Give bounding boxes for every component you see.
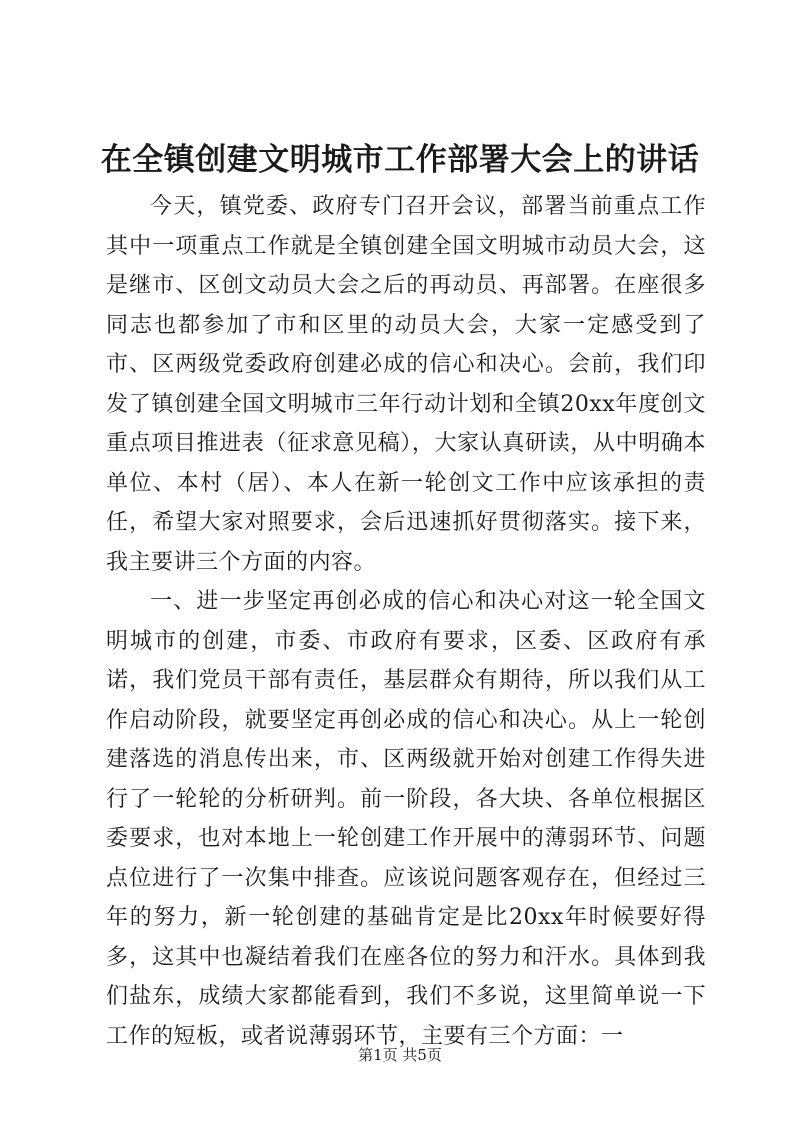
document-body xyxy=(106,187,706,1056)
paragraph-intro: 今天，镇党委、政府专门召开会议，部署当前重点工作其中一项重点工作就是全镇创建全国文明城市动员大会，这是继市、区创文动员大会之后的再动员、再部署。在座很多同志也都参加了市和区里的动员大会，大家一定感受到了市、区两级党委政府创建必成的信心和决心。会前，我们印发了镇创建全国文明城市三年行动计划和全镇20xx年度创文重点项目推进表（征求意见稿），大家认真研读，从中明确本单位、本村（居）、本人在新一轮创文工作中应该承担的责任，希望大家对照要求，会后迅速抓好贯彻落实。接下来，我主要讲三个方面的内容。 xyxy=(106,194,706,575)
paragraph-section-one: 一、进一步坚定再创必成的信心和决心对这一轮全国文明城市的创建，市委、市政府有要求，区委、区政府有承诺，我们党员干部有责任，基层群众有期待，所以我们从工作启动阶段，就要坚定再创必成的信心和决心。从上一轮创建落选的消息传出来，市、区两级就开始对创建工作得失进行了一轮轮的分析研判。前一阶段，各大块、各单位根据区委要求，也对本地上一轮创建工作开展中的薄弱环节、问题点位进行了一次集中排查。应该说问题客观存在，但经过三年的努力，新一轮创建的基础肯定是比20xx年时候要好得多，这其中也凝结着我们在座各位的努力和汗水。具体到我们盐东，成绩大家都能看到，我们不多说，这里简单说一下工作的短板，或者说薄弱环节，主要有三个方面：一 xyxy=(106,589,706,1049)
document-title: 在全镇创建文明城市工作部署大会上的讲话 xyxy=(100,142,700,178)
page-number-footer: 第1页 共5页 xyxy=(358,1046,442,1064)
